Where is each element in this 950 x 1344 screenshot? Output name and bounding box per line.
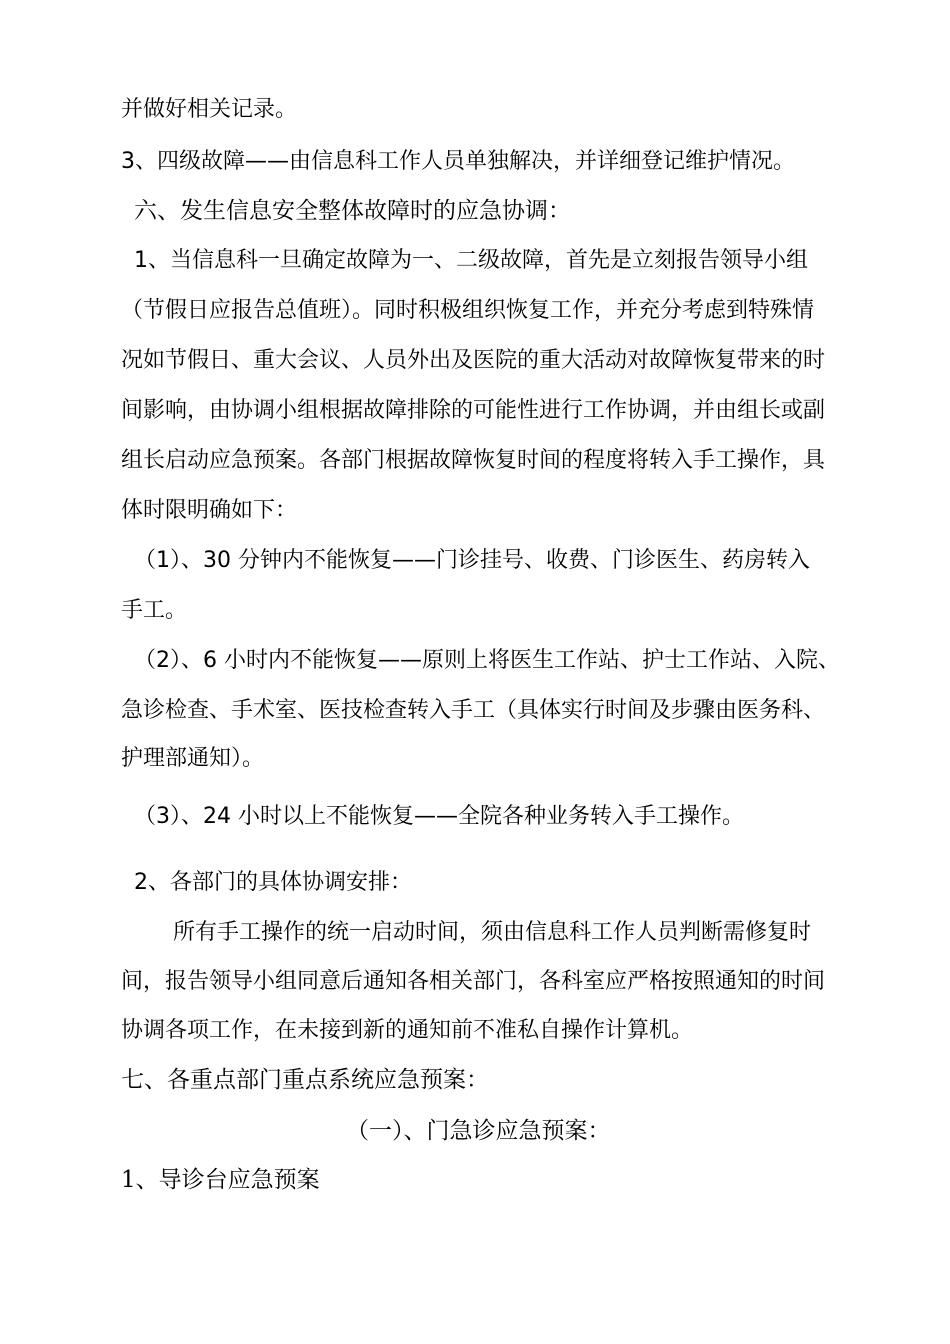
text-line-para1-6: 体时限明确如下：: [121, 498, 298, 523]
text-line-para1-3: 况如节假日、重大会议、人员外出及医院的重大活动对故障恢复带来的时: [121, 348, 826, 373]
text-line-para1-2: （节假日应报告总值班）。同时积极组织恢复工作，并充分考虑到特殊情: [121, 298, 815, 323]
text-line-para1-5: 组长启动应急预案。各部门根据故障恢复时间的程度将转入手工操作，具: [121, 448, 826, 473]
section-heading-seven: 七、各重点部门重点系统应急预案：: [121, 1067, 489, 1093]
text-line-para2-2: 间，报告领导小组同意后通知各相关部门，各科室应严格按照通知的时间: [121, 969, 826, 994]
text-line-para1-1: 1、当信息科一旦确定故障为一、二级故障，首先是立刻报告领导小组: [134, 248, 808, 273]
text-line-para1-4: 间影响，由协调小组根据故障排除的可能性进行工作协调，并由组长或副: [121, 398, 826, 423]
text-line-item2-2: 急诊检查、手术室、医技检查转入手工（具体实行时间及步骤由医务科、: [121, 698, 826, 723]
subsection-heading-one: （一）、门急诊应急预案：: [346, 1118, 611, 1144]
text-line-para2-heading: 2、各部门的具体协调安排：: [134, 870, 412, 895]
text-line-item2-1: （2）、6 小时内不能恢复——原则上将医生工作站、护士工作站、入院、: [134, 648, 840, 673]
text-line-para2-1: 所有手工操作的统一启动时间，须由信息科工作人员判断需修复时: [173, 920, 812, 945]
text-line-para2-3: 协调各项工作，在未接到新的通知前不准私自操作计算机。: [121, 1018, 694, 1043]
text-line-item1-2: 手工。: [121, 598, 188, 623]
section-heading-six: 六、发生信息安全整体故障时的应急协调：: [134, 198, 571, 224]
text-line-item3: （3）、24 小时以上不能恢复——全院各种业务转入手工操作。: [134, 804, 744, 829]
text-line-item2-3: 护理部通知）。: [121, 746, 265, 771]
text-line-item1-1: （1）、30 分钟内不能恢复——门诊挂号、收费、门诊医生、药房转入: [134, 548, 810, 573]
text-line-record: 并做好相关记录。: [121, 97, 298, 122]
text-line-level4-fault: 3、四级故障——由信息科工作人员单独解决，并详细登记维护情况。: [121, 149, 795, 174]
subsection-heading-triage: 1、导诊台应急预案: [121, 1167, 320, 1193]
